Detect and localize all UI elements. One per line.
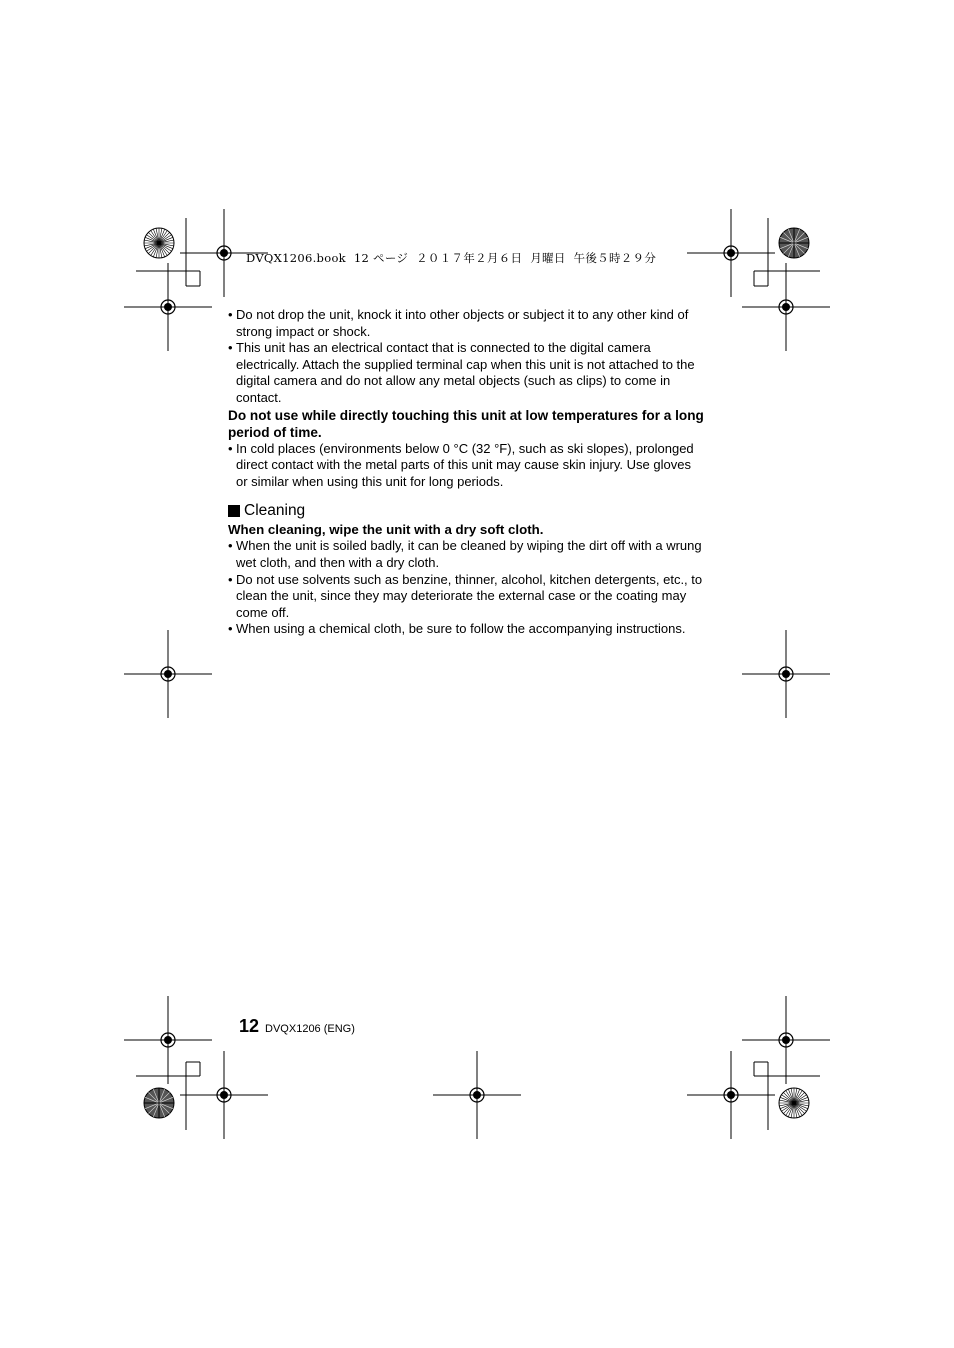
- main-content: [228, 307, 704, 638]
- list-item: • When the unit is soiled badly, it can be cleaned by wiping the dirt off with a wrung wet cloth, and then with a dry cloth.: [228, 538, 702, 570]
- square-bullet-icon: [228, 505, 240, 517]
- section-heading: Cleaning: [228, 501, 704, 520]
- registration-mark: [687, 209, 775, 297]
- registration-mark: [180, 1051, 268, 1139]
- star-target: [144, 228, 174, 258]
- star-target: [779, 228, 809, 258]
- list-item: • This unit has an electrical contact that is connected to the digital camera electrically. Attach the supplied terminal cap when this unit is not attached to the digital camera and do not allow any metal objects (such as clips) to come in contact.: [228, 340, 695, 405]
- star-target: [779, 1088, 809, 1118]
- file-info-header: DVQX1206.book 12 ページ ２０１７年２月６日 月曜日 午後５時２９分: [246, 251, 657, 265]
- registration-mark: [433, 1051, 521, 1139]
- list-item: • Do not use solvents such as benzine, thinner, alcohol, kitchen detergents, etc., to clean the unit, since they may deteriorate the external case or the coating may come off.: [228, 571, 703, 620]
- page-footer: [239, 1016, 355, 1037]
- list-item: • When using a chemical cloth, be sure to follow the accompanying instructions.: [228, 621, 686, 637]
- registration-mark: [742, 630, 830, 718]
- registration-mark: [742, 263, 830, 351]
- list-item: • Do not drop the unit, knock it into other objects or subject it to any other kind of strong impact or shock.: [228, 307, 689, 339]
- page-number: 12: [239, 1016, 260, 1036]
- star-target: [144, 1088, 174, 1118]
- registration-mark: [687, 1051, 775, 1139]
- cleaning-intro: When cleaning, wipe the unit with a dry soft cloth.: [228, 522, 544, 538]
- warning-text: Do not use while directly touching this unit at low temperatures for a long period of time.: [228, 407, 704, 440]
- list-item: • In cold places (environments below 0 °C (32 °F), such as ski slopes), prolonged direct contact with the metal parts of this unit may cause skin injury. Use gloves or similar when using this unit for long periods.: [228, 440, 694, 489]
- registration-mark: [124, 996, 212, 1084]
- registration-mark: [742, 996, 830, 1084]
- registration-mark: [124, 630, 212, 718]
- document-code: DVQX1206 (ENG): [265, 1023, 355, 1035]
- registration-mark: [124, 263, 212, 351]
